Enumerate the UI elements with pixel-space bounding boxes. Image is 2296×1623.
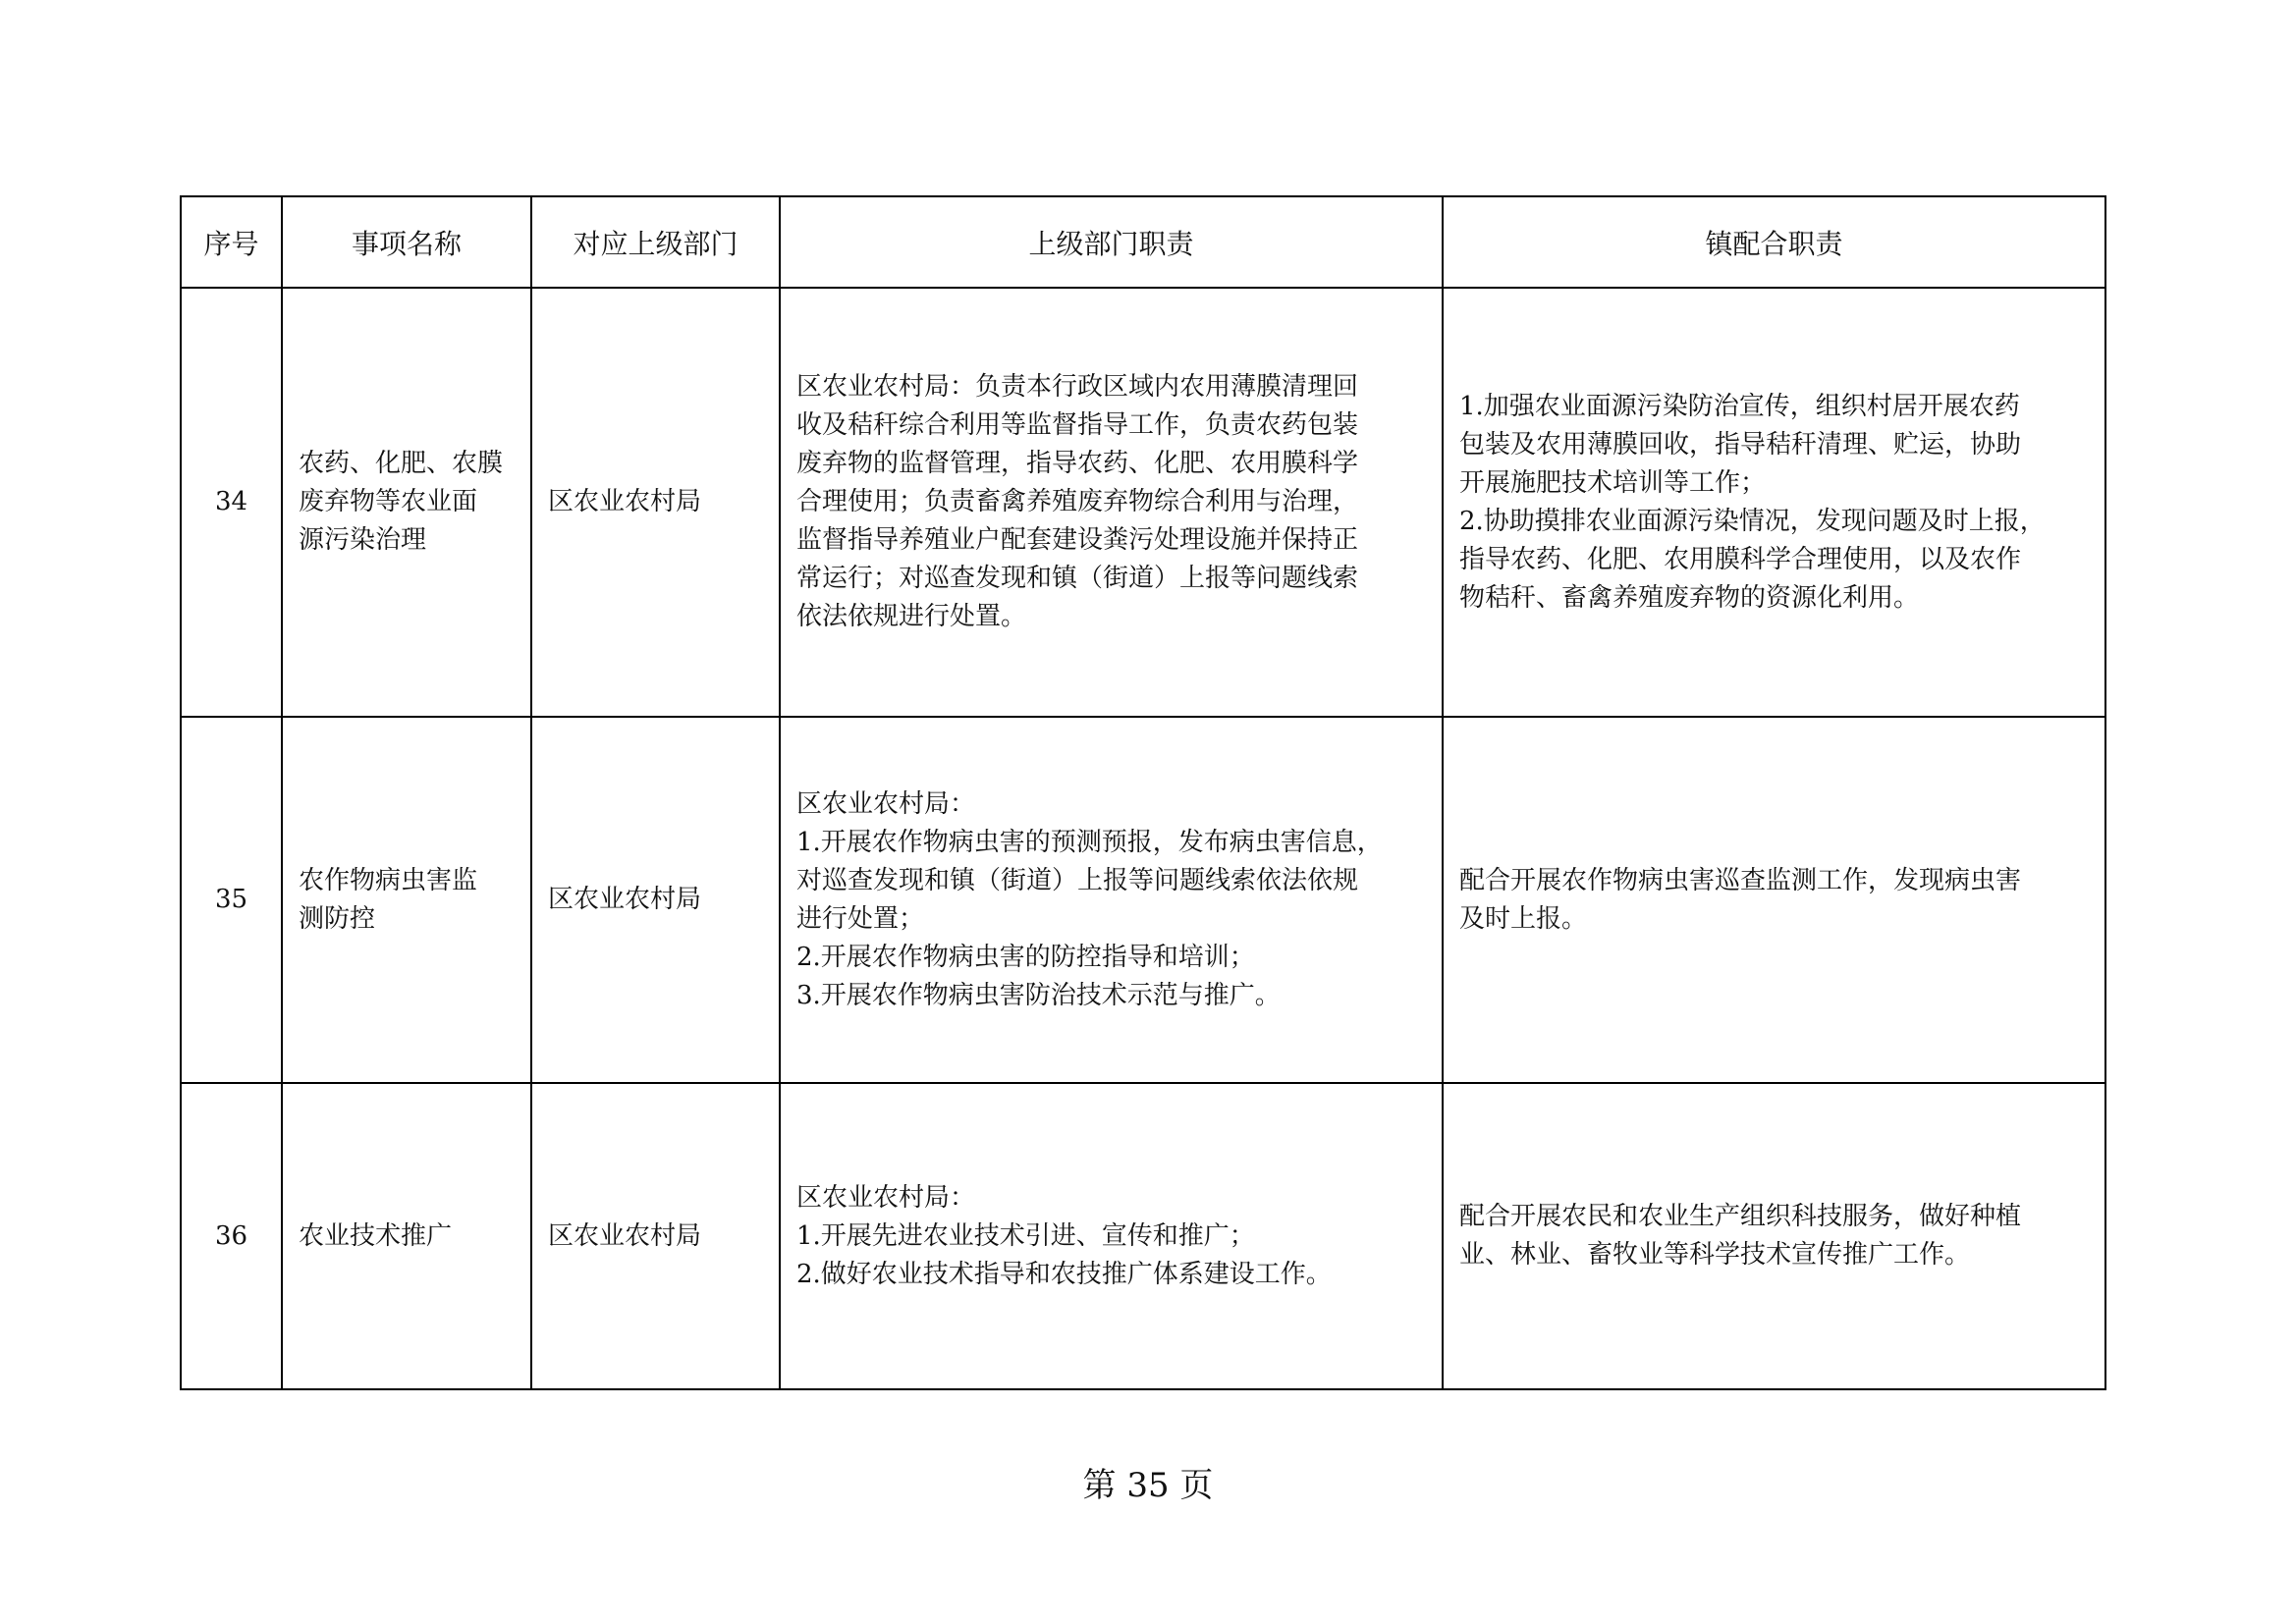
- page-number: 第 35 页: [1082, 1466, 1214, 1505]
- row-number: 34: [181, 288, 282, 717]
- item-name: 农业技术推广: [282, 1083, 531, 1389]
- table-row: [181, 1083, 2105, 1389]
- table-row: [181, 288, 2105, 717]
- upper-duty: 区农业农村局： 1.开展农作物病虫害的预测预报，发布病虫害信息， 对巡查发现和镇（街道）上报等问题线索依法依规 进行处置； 2.开展农作物病虫害的防控指导和培训； 3.开展农作物病虫害防治技术示范与推广。: [780, 717, 1443, 1083]
- item-name: 农作物病虫害监 测防控: [282, 717, 531, 1083]
- upper-dept: 区农业农村局: [531, 288, 780, 717]
- upper-duty: 区农业农村局：负责本行政区域内农用薄膜清理回 收及秸秆综合利用等监督指导工作，负责农药包装 废弃物的监督管理，指导农药、化肥、农用膜科学 合理使用；负责畜禽养殖废弃物综合利用与治理， 监督指导养殖业户配套建设粪污处理设施并保持正 常运行；对巡查发现和镇（街道）上报等问题线索 依法依规进行处置。: [780, 288, 1443, 717]
- town-duty: 配合开展农民和农业生产组织科技服务，做好种植 业、林业、畜牧业等科学技术宣传推广工作。: [1443, 1083, 2105, 1389]
- item-name: 农药、化肥、农膜 废弃物等农业面 源污染治理: [282, 288, 531, 717]
- row-number: 35: [181, 717, 282, 1083]
- town-duty: 1.加强农业面源污染防治宣传，组织村居开展农药 包装及农用薄膜回收，指导秸秆清理、贮运，协助 开展施肥技术培训等工作； 2.协助摸排农业面源污染情况，发现问题及时上报， 指导农药、化肥、农用膜科学合理使用，以及农作 物秸秆、畜禽养殖废弃物的资源化利用。: [1443, 288, 2105, 717]
- town-duty: 配合开展农作物病虫害巡查监测工作，发现病虫害 及时上报。: [1443, 717, 2105, 1083]
- table-row: [181, 717, 2105, 1083]
- header-upper-dept: 对应上级部门: [531, 196, 780, 288]
- upper-dept: 区农业农村局: [531, 1083, 780, 1389]
- header-upper-duty: 上级部门职责: [780, 196, 1443, 288]
- upper-dept: 区农业农村局: [531, 717, 780, 1083]
- duty-table: [180, 195, 2106, 1390]
- row-number: 36: [181, 1083, 282, 1389]
- header-item-name: 事项名称: [282, 196, 531, 288]
- header-town-duty: 镇配合职责: [1443, 196, 2105, 288]
- header-seq: 序号: [181, 196, 282, 288]
- upper-duty: 区农业农村局： 1.开展先进农业技术引进、宣传和推广； 2.做好农业技术指导和农技推广体系建设工作。: [780, 1083, 1443, 1389]
- table-header-row: [181, 196, 2105, 288]
